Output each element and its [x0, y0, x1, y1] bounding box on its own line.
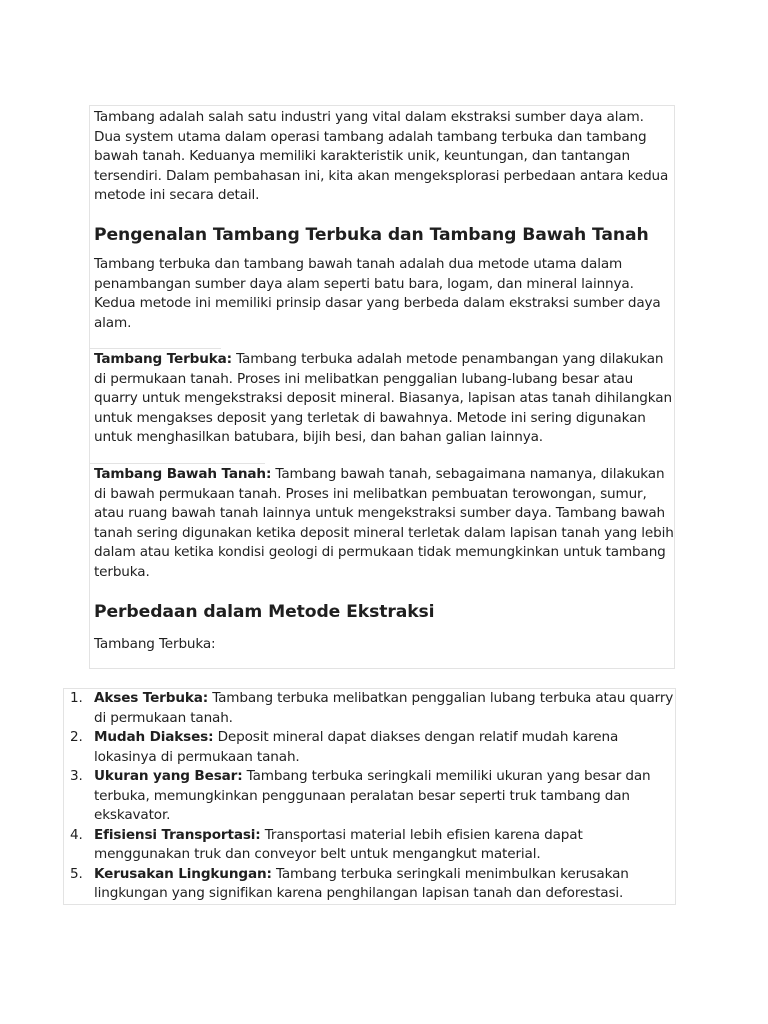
open-pit-subheading: Tambang Terbuka: [94, 636, 216, 652]
list-item-text: Deposit mineral dapat diakses dengan relatif mudah karena lokasinya di permukaan tanah. [94, 729, 619, 765]
list-number: 1. [70, 690, 83, 706]
list-item-text: Tambang terbuka melibatkan penggalian lubang terbuka atau quarry di permukaan tanah. [94, 690, 674, 726]
intro-paragraph: Tambang adalah salah satu industri yang vital dalam ekstraksi sumber daya alam. Dua system utama dalam operasi tambang adalah tambang terbuka dan tambang bawah tanah. Keduanya memiliki karakteristik unik, keuntungan, dan tantangan tersendiri. Dalam pembahasan ini, kita akan mengeksplorasi perbedaan antara kedua metode ini secara detail. [94, 109, 669, 203]
underground-label: Tambang Bawah Tanah: [94, 466, 272, 482]
section-heading-introduction: Pengenalan Tambang Terbuka dan Tambang Bawah Tanah [94, 225, 649, 245]
list-number: 4. [70, 826, 83, 843]
underground-definition [94, 465, 674, 600]
list-item [64, 865, 675, 904]
list-item-label: Mudah Diakses: [94, 729, 214, 745]
article-content-box [89, 105, 675, 669]
open-pit-label: Tambang Terbuka: [94, 351, 232, 367]
introduction-paragraph: Tambang terbuka dan tambang bawah tanah adalah dua metode utama dalam penambangan sumber daya alam seperti batu bara, logam, dan mineral lainnya. Kedua metode ini memiliki prinsip dasar yang berbeda dalam ekstraksi sumber daya alam. [94, 256, 661, 331]
list-item [64, 767, 675, 826]
section-heading-extraction: Perbedaan dalam Metode Ekstraksi [94, 602, 435, 622]
list-item [64, 689, 675, 728]
list-item [64, 728, 675, 767]
list-item [64, 826, 675, 865]
list-item-label: Ukuran yang Besar: [94, 768, 243, 784]
list-item-text: Tambang terbuka seringkali menimbulkan kerusakan lingkungan yang signifikan karena penghilangan lapisan tanah dan deforestasi. [94, 865, 629, 901]
open-pit-text: Tambang terbuka adalah metode penambangan yang dilakukan di permukaan tanah. Proses ini melibatkan penggalian lubang-lubang besar atau quarry untuk mengekstraksi deposit mineral. Biasanya, lapisan atas tanah dihilangkan untuk mengakses deposit yang terletak di bawahnya. Metode ini sering digunakan untuk menghasilkan batubara, bijih besi, dan bahan galian lainnya. [94, 351, 672, 445]
list-number: 3. [70, 768, 83, 784]
list-item-label: Efisiensi Transportasi: [94, 826, 261, 843]
list-item-label: Akses Terbuka: [94, 690, 209, 706]
open-pit-characteristics-box [63, 688, 676, 905]
list-number: 2. [70, 729, 83, 745]
list-item-label: Kerusakan Lingkungan: [94, 865, 272, 882]
list-number: 5. [70, 865, 83, 882]
divider [90, 348, 221, 349]
open-pit-definition [94, 350, 674, 465]
underground-text: Tambang bawah tanah, sebagaimana namanya, dilakukan di bawah permukaan tanah. Proses ini melibatkan pembuatan terowongan, sumur, atau ruang bawah tanah lainnya untuk mengekstraksi sumber daya. Tambang bawah tanah sering digunakan ketika deposit mineral terletak dalam lapisan tanah yang lebih dalam atau ketika kondisi geologi di permukaan tidak memungkinkan untuk tambang terbuka. [94, 466, 674, 580]
list-item-text: Tambang terbuka seringkali memiliki ukuran yang besar dan terbuka, memungkinkan penggunaan peralatan besar seperti truk tambang dan ekskavator. [94, 768, 651, 823]
divider [90, 463, 265, 464]
list-item-text: Transportasi material lebih efisien karena dapat menggunakan truk dan conveyor belt untuk mengangkut material. [94, 826, 583, 862]
open-pit-characteristics-list [64, 689, 675, 904]
